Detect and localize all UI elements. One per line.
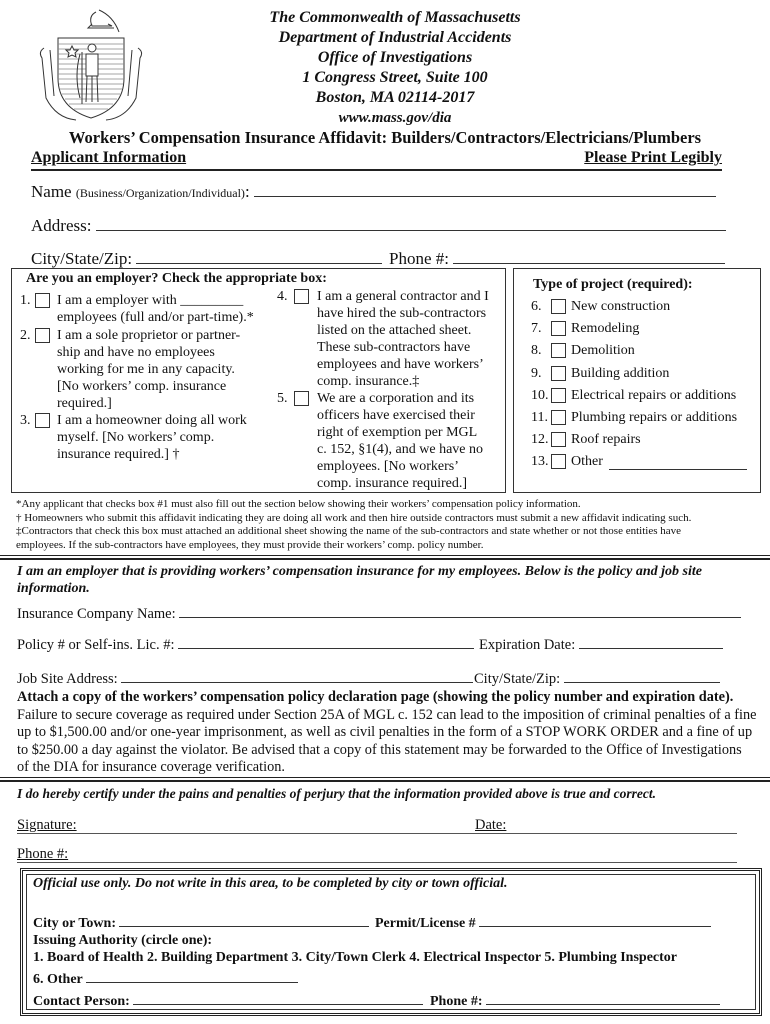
option-text: [No workers’ comp. insurance [57, 379, 227, 394]
employer-option-3-checkbox[interactable] [35, 413, 50, 428]
item-number: 12. [531, 432, 549, 447]
city-input[interactable] [136, 248, 382, 264]
official-phone-input[interactable] [486, 989, 720, 1005]
issuing-authority-label: Issuing Authority (circle one): [33, 933, 213, 948]
expiration-input[interactable] [579, 633, 723, 649]
section-divider [0, 777, 770, 782]
option-text: I am a general contractor and I [317, 289, 489, 304]
project-item-new-construction [531, 299, 761, 317]
name-hint: (Business/Organization/Individual) [75, 186, 245, 200]
other-authority-label: 6. Other [33, 972, 83, 987]
footnote-double-dagger: ‡Contractors that check this box must attached an additional sheet showing the name of the sub-contractors and state whether or not those entities have [16, 525, 682, 537]
employer-option-4 [277, 288, 502, 392]
option-text: employees and have workers’ [317, 357, 484, 372]
option-text: We are a corporation and its [317, 391, 475, 406]
job-city-input[interactable] [564, 667, 720, 683]
employer-option-5-checkbox[interactable] [294, 391, 309, 406]
penalty-warning: Failure to secure coverage as required under Section 25A of MGL c. 152 can lead to the imposition of criminal penalties of a fine up to $1,500.00 and/or one-year imprisonment, as well as civil penalties in the form of a STOP WORK ORDER and a fine of up to $250.00 a day against the violator. Be advised that a copy of this statement may be forwarded to the Office of Investigations of the DIA for insurance coverage verification. [17, 706, 757, 776]
header-office: Office of Investigations [317, 49, 473, 66]
contact-person-label: Contact Person: [33, 994, 130, 1009]
signature-row [17, 817, 737, 834]
form-title: Workers’ Compensation Insurance Affidavit: Builders/Contractors/Electricians/Plumbers [68, 128, 702, 147]
contact-person-row [33, 989, 423, 1010]
employer-option-2-checkbox[interactable] [35, 328, 50, 343]
project-item-demolition [531, 343, 761, 361]
certification-statement: I do hereby certify under the pains and penalties of perjury that the information provided above is true and correct. [17, 786, 656, 801]
city-label: City/State/Zip: [31, 249, 133, 268]
attach-instruction: Attach a copy of the workers’ compensation policy declaration page (showing the policy number and expiration date). [17, 689, 734, 705]
job-city-label: City/State/Zip: [474, 671, 561, 687]
cert-phone-input[interactable] [77, 846, 727, 863]
project-item-plumbing [531, 410, 761, 428]
building-addition-checkbox[interactable] [551, 366, 566, 381]
header-commonwealth: The Commonwealth of Massachusetts [269, 9, 521, 26]
footnote-dagger: † Homeowners who submit this affidavit indicating they are doing all work and then hire outside contractors must submit a new affidavit indicating such. [16, 511, 692, 524]
policy-warning-paragraph [17, 689, 757, 777]
option-text: working for me in any capacity. [57, 362, 235, 377]
other-authority-row [33, 967, 298, 988]
insurance-company-label: Insurance Company Name: [17, 606, 176, 622]
date-label: Date: [475, 817, 507, 833]
signature-label: Signature: [17, 817, 77, 833]
item-number: 7. [531, 321, 542, 336]
official-use-notice: Official use only. Do not write in this area, to be completed by city or town official. [33, 876, 508, 891]
address-field-row [31, 215, 726, 236]
option-text: listed on the attached sheet. [317, 323, 472, 338]
project-item-other [531, 454, 761, 472]
option-number: 3. [20, 413, 31, 428]
item-label: Roof repairs [571, 432, 641, 447]
name-input[interactable] [254, 181, 716, 197]
official-phone-row [430, 989, 720, 1010]
applicant-info-heading: Applicant Information [31, 149, 187, 166]
item-number: 13. [531, 454, 549, 469]
item-label: Plumbing repairs or additions [571, 410, 738, 425]
option-text: c. 152, §1(4), and we have no [317, 442, 484, 457]
item-number: 9. [531, 366, 542, 381]
signature-input[interactable] [92, 817, 472, 834]
demolition-checkbox[interactable] [551, 343, 566, 358]
item-label: Building addition [571, 366, 670, 381]
option-text: I am a sole proprietor or partner- [57, 328, 241, 343]
item-number: 8. [531, 343, 542, 358]
job-site-label: Job Site Address: [17, 671, 118, 687]
header-website: www.mass.gov/dia [338, 110, 452, 126]
expiration-label: Expiration Date: [479, 637, 576, 653]
cert-phone-row [17, 846, 737, 863]
option-text: I am a homeowner doing all work [57, 413, 247, 428]
option-text: employees (full and/or part-time).* [57, 310, 254, 325]
applicant-section-header [31, 149, 722, 171]
name-label: Name [31, 182, 72, 201]
phone-label: Phone #: [389, 249, 449, 268]
insurance-company-row [17, 602, 741, 623]
footnotes [16, 498, 761, 552]
print-legibly-note: Please Print Legibly [584, 149, 722, 166]
address-label: Address: [31, 216, 92, 235]
permit-input[interactable] [479, 911, 711, 927]
date-input[interactable] [512, 817, 732, 834]
employer-section-heading: I am an employer that is providing workers’ compensation insurance for my employees. Below is the policy and job site information. [17, 564, 702, 596]
address-input[interactable] [96, 215, 726, 231]
employer-option-1-checkbox[interactable] [35, 293, 50, 308]
employer-option-4-checkbox[interactable] [294, 289, 309, 304]
roof-repairs-checkbox[interactable] [551, 432, 566, 447]
option-text: comp. insurance.‡ [317, 374, 420, 389]
option-text: right of exemption per MGL [317, 425, 478, 440]
option-text: I am a employer with _________ [57, 293, 244, 308]
option-number: 4. [277, 289, 288, 304]
city-field-row [31, 248, 382, 269]
item-number: 11. [531, 410, 548, 425]
remodeling-checkbox[interactable] [551, 321, 566, 336]
electrical-checkbox[interactable] [551, 388, 566, 403]
option-text: required.] [57, 396, 112, 411]
option-number: 1. [20, 293, 31, 308]
official-city-label: City or Town: [33, 916, 116, 931]
other-authority-input[interactable] [86, 967, 298, 983]
employer-option-1 [20, 292, 260, 332]
header-department: Department of Industrial Accidents [278, 29, 512, 46]
option-text: insurance required.] † [57, 447, 180, 462]
option-number: 2. [20, 328, 31, 343]
name-field-row: Name (Business/Organization/Individual): [31, 181, 716, 202]
option-text: have hired the sub-contractors [317, 306, 487, 321]
project-item-electrical [531, 388, 761, 406]
project-item-building-addition [531, 366, 761, 384]
employer-question: Are you an employer? Check the appropriate box: [26, 271, 327, 286]
header-city: Boston, MA 02114-2017 [315, 89, 475, 106]
other-checkbox[interactable] [551, 454, 566, 469]
item-label: Demolition [571, 343, 635, 358]
employer-option-3 [20, 412, 260, 468]
employer-option-2 [20, 327, 260, 417]
option-text: myself. [No workers’ comp. [57, 430, 215, 445]
policy-row [17, 633, 474, 654]
item-label: Electrical repairs or additions [571, 388, 737, 403]
item-number: 6. [531, 299, 542, 314]
official-city-row [33, 911, 369, 932]
footnote-asterisk: *Any applicant that checks box #1 must also fill out the section below showing their workers’ compensation policy information. [16, 498, 581, 510]
cert-phone-label: Phone #: [17, 846, 69, 862]
official-phone-label: Phone #: [430, 994, 483, 1009]
issuing-authority-options[interactable]: 1. Board of Health 2. Building Department 3. City/Town Clerk 4. Electrical Inspector 5. Plumbing Inspector [33, 950, 677, 965]
option-text: These sub-contractors have [317, 340, 471, 355]
item-label: Remodeling [571, 321, 640, 336]
option-text: comp. insurance required.] [317, 476, 468, 491]
new-construction-checkbox[interactable] [551, 299, 566, 314]
phone-input[interactable] [453, 248, 725, 264]
expiration-row [479, 633, 723, 654]
item-number: 10. [531, 388, 549, 403]
policy-label: Policy # or Self-ins. Lic. #: [17, 637, 175, 653]
permit-label: Permit/License # [375, 916, 476, 931]
option-text: ship and have no employees [57, 345, 215, 360]
insurance-company-input[interactable] [179, 602, 741, 618]
official-city-input[interactable] [119, 911, 369, 927]
job-site-row [17, 667, 473, 688]
policy-input[interactable] [178, 633, 474, 649]
plumbing-checkbox[interactable] [551, 410, 566, 425]
employer-option-5 [277, 390, 502, 494]
option-number: 5. [277, 391, 288, 406]
other-project-input[interactable] [609, 454, 747, 470]
permit-row [375, 911, 711, 932]
job-city-row [474, 667, 720, 688]
option-text: officers have exercised their [317, 408, 475, 423]
option-text: employees. [No workers’ [317, 459, 459, 474]
phone-field-row [389, 248, 725, 269]
project-item-roof-repairs [531, 432, 761, 450]
project-type-title: Type of project (required): [533, 277, 693, 292]
item-label: Other [571, 454, 603, 469]
header-street: 1 Congress Street, Suite 100 [302, 69, 488, 86]
project-item-remodeling [531, 321, 761, 339]
contact-person-input[interactable] [133, 989, 423, 1005]
item-label: New construction [571, 299, 671, 314]
section-divider [0, 555, 770, 560]
job-site-input[interactable] [121, 667, 473, 683]
footnote-continued: employees. If the sub-contractors have employees, they must provide their workers’ comp. policy number. [16, 538, 484, 551]
